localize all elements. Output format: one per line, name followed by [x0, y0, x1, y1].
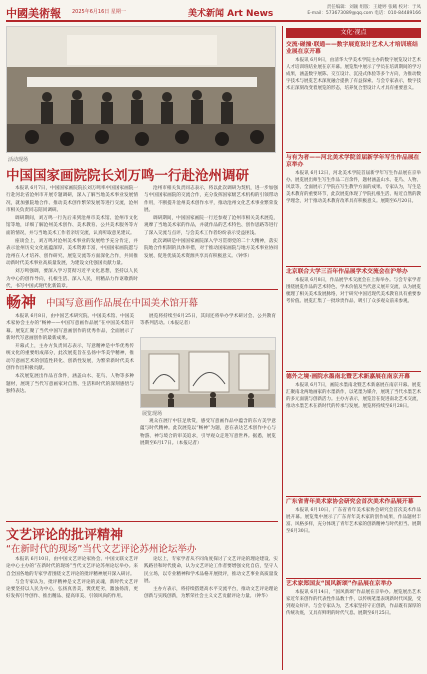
article1-title: 中国国家画院院长刘万鸣一行赴沧州调研 [6, 168, 249, 184]
paragraph: 观众在展厅中驻足欣赏，感受写意画作品中蕴含的东方美学意蕴与时代精神。此次展览以“畅神”为题，意在表达艺术创作中心与物游、神与境合的审美追求，引导观众走进写意世界。据悉，展览展期至6月17日。（本报记者） [140, 419, 276, 446]
meeting-hall-image [7, 27, 276, 153]
paragraph: 座谈会上，刘万鸣对沧州美术事业的发展给予充分肯定，并表示沧州历史文化底蕴深厚，美术资源丰富，中国国家画院愿与沧州在人才培养、创作研究、展览交流等方面深化合作，共同推动新时代美术事业高质量发展，为建设文化强国贡献力量。 [6, 239, 138, 266]
paragraph: 沧州市相关负责同志表示，将以此次调研为契机，进一步加强与中国国家画院的交流合作，充分发挥国家级艺术机构的引领带动作用，不断提升沧州美术创作水平，推动沧州文化艺术事业繁荣发展。 [144, 186, 278, 213]
paragraph: 本报讯 6月7日，中国国家画院院长刘万鸣率中国国家画院一行赴河北省沧州市开展专题调研，深入了解当地美术事业发展情况，就加强院地合作、推动美术创作繁荣发展等进行交流，沧州市相关负责同志陪同调研。 [6, 186, 138, 213]
brief-title: 艺术家郑国友“国风新颂”作品展在京举办 [286, 581, 393, 587]
right-column [282, 26, 422, 670]
article2-col-under-photo [140, 418, 276, 518]
brief-body: 本报讯 6月12日，河北美术学院首届新学年写生作品展在京举办。展览展出师生写生作品二百余件，题材涵盖山水、花鸟、人物、风景等，全面展示了学院在写生教学方面的成果。专家认为，写生是美术教育的重要环节，此次展览体现了学院扎根生活、贴近自然的教学理念，对于推动美术教育改革具有积极意义。展期至6月20日。 [286, 171, 421, 204]
divider [6, 521, 278, 522]
article3-title: 文艺评论的批评精神 [6, 528, 124, 543]
article2-subtitle: 中国写意画作品展在中国美术馆开幕 [46, 298, 199, 309]
paragraph: 本次展览展出作品百余件，涵盖山水、花鸟、人物等多种题材，展现了当代写意画家对自然、生活和时代的深刻感悟与独特表达。 [6, 374, 134, 394]
paragraph: 开幕式上，主办方负责同志表示，写意精神是中华优秀传统文化的重要组成部分，此次展览旨在弘扬中华美学精神，推动写意画艺术的创造性转化、创新性发展，为繁荣新时代美术创作作出积极贡献。 [6, 344, 134, 372]
brief-item [286, 266, 421, 366]
paragraph: 本报讯 6月10日，由中国文艺评论家协会、中国文联文艺评论中心主办的“在新时代的现场”当代文艺评论苏州论坛举办。来自全国各地的专家学者围绕文艺评论的批评精神展开深入研讨。 [6, 557, 138, 577]
brief-body: 本报讯 6月9日，由清华大学美术学院主办的数字展览设计艺术人才培训班结业展在京开幕。展览集中展示了学员在培训期间的学习成果，涵盖数字展陈、交互设计、沉浸式体验等多个方向，为推动数字技术与展览艺术深度融合提供了有益探索。与会专家表示，数字技术正深刻改变着展览的形态，培养复合型设计人才具有重要意义。 [286, 58, 421, 91]
editor-contacts: 责任编辑：刘颖 组版：王婕婷 张曦 校对：于凤 E-mail：573673089@qq.com 电话：010-84489166 [307, 5, 421, 16]
article3-col1 [6, 556, 138, 670]
article2-col2 [140, 313, 276, 335]
section-title: 美术新闻 Art News [188, 9, 274, 19]
brief-title: 与有为者——河北美术学院首届新学年写生作品展在京举办 [286, 155, 420, 168]
exhibition-image [141, 338, 276, 408]
brief-body: 本报讯 6月14日，“国风新颂”作品展在京举办。展览展出艺术家近年来创作的代表性作品数十件，以传统笔墨表现新时代风貌，受到观众好评。与会专家认为，艺术家坚持守正创新，作品既有深厚的传统功底，又具有鲜明的时代气息。展期至6月25日。 [286, 590, 421, 616]
article3-col2 [144, 556, 278, 670]
article1-col2 [144, 185, 278, 289]
paragraph: 此次调研是中国国家画院深入学习贯彻党的二十大精神，落实院地合作机制的具体举措，对于推动国家画院与地方美术事业协同发展、促进优质美术资源共享具有积极意义。（钟华） [144, 239, 278, 259]
main-photo-caption: 活动现场 [8, 157, 29, 163]
brief-body: 本报讯 6月8日，作品展学术交流会在上海举办。与会专家学者围绕展览作品的艺术特色、学术价值及当代意义展开交流，认为展览梳理了相关美术发展脉络，对于研究中国近现代美术教育具有重要参考价值。展览汇集了一批珍贵作品，吸引了众多观众前来参观。 [286, 278, 421, 304]
brief-item [286, 152, 421, 256]
divider [6, 289, 278, 290]
brief-body: 本报讯 6月10日，广东省青年美术家协会研究会首次美术作品展开幕。展览集中展示了广东青年美术家的创作成果，作品题材丰富、风格多样，充分体现了青年艺术家的创新精神与时代担当。展期至6月30日。 [286, 508, 421, 534]
paragraph: 论坛上，专家学者从不同角度探讨了文艺评论的理论建设、实践路径和时代使命，认为文艺评论工作者要增强文化自信，坚守人民立场，以专业精神和学术品格开展批评，推动文艺事业高质量发展。 [144, 557, 278, 584]
article2-heading [6, 291, 278, 309]
article2-col1 [6, 313, 134, 518]
brief-body: 本报讯 6月7日，画院水墨南北暨艺术新嘉展在南京开幕。展览汇聚南北两地画家的水墨新作，以笔墨为媒介，展现了当代水墨艺术的多元面貌与创新活力。主办方表示，展览旨在促进南北艺术交流，推动水墨艺术在新时代的传承与发展。展览将持续至6月28日。 [286, 383, 421, 409]
brief-item [286, 578, 421, 668]
issue-date: 2025年6月16日 星期一 [72, 9, 126, 15]
masthead [6, 4, 421, 22]
brief-title: 德外之境·画院水墨南北暨艺术新嘉展在南京开幕 [286, 374, 410, 380]
brief-title: 北京联合大学三百年作品展学术交流会在沪举办 [286, 269, 408, 275]
right-column-banner: 文化·视点 [286, 28, 421, 38]
brief-title: 广东省青年美术家协会研究会首次美术作品展开幕 [286, 499, 414, 505]
paragraph: 展览将持续至6月25日，其间还将举办学术研讨会、公共教育等系列活动。（本报记者） [140, 314, 276, 327]
paragraph: 刘万鸣强调，要深入学习贯彻习近平文化思想，坚持以人民为中心的创作导向，扎根生活、深入人民，用精品力作讴歌新时代，书写中国式现代化新篇章。 [6, 269, 138, 289]
main-photo [6, 26, 276, 153]
exhibition-photo-caption: 展览现场 [142, 411, 163, 417]
article2-title: 畅神 [6, 293, 37, 311]
newspaper-logo: 中國美術報 [6, 7, 61, 20]
article3-subtitle: “在新时代的现场”当代文艺评论苏州论坛举办 [6, 544, 197, 555]
brief-item [286, 371, 421, 491]
brief-title: 交流·碰撞·联通——数字展览设计艺术人才培训班结业展在京开幕 [286, 42, 418, 55]
paragraph: 本报讯 6月8日，由中国艺术研究院、中国美术馆、中国美术家协会主办的“畅神——中国写意画作品展”在中国美术馆开幕。展览汇聚了当代中国写意画创作的优秀作品，全面展示了新时代写意画创作的最新成果。 [6, 314, 134, 341]
exhibition-photo [140, 337, 276, 408]
paragraph: 主办方表示，将持续搭建高水平交流平台，推动文艺评论理论创新与实践创新，为繁荣社会主义文艺贡献评论力量。（钟华） [144, 587, 278, 600]
brief-item [286, 496, 421, 574]
paragraph: 调研期间，刘万鸣一行先后来到沧州市美术馆、沧州市文化馆等地，详细了解沧州美术创作、美术教育、公共美术服务等方面的情况，并与当地美术工作者亲切交流，认真听取意见建议。 [6, 216, 138, 236]
article1-col1 [6, 185, 138, 289]
paragraph: 与会专家认为，批评精神是文艺评论的灵魂，新时代文艺评论要坚持以人民为中心，弘扬真善美，褒优贬劣，激浊扬清，更好发挥引导创作、推出精品、提高审美、引领风尚的作用。 [6, 579, 138, 600]
brief-item [286, 42, 421, 146]
paragraph: 调研期间，中国国家画院一行还参观了沧州市相关美术展览，观摩了当地美术家的作品，并就作品的艺术特色、创作思路等进行了深入交流与点评，与会美术工作者纷纷表示受益匪浅。 [144, 216, 278, 236]
